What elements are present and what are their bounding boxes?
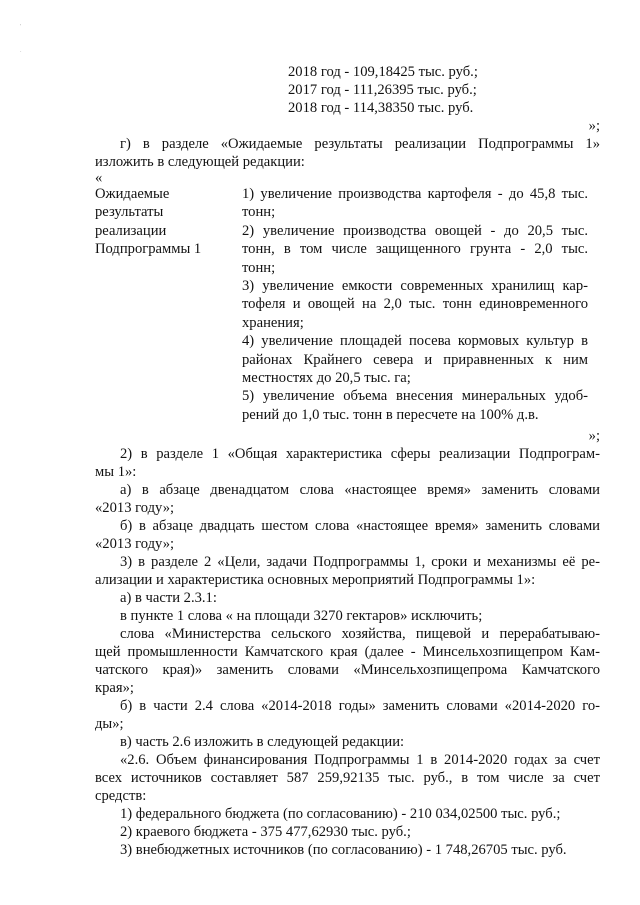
results-table-content bbox=[242, 185, 588, 424]
result-line: хранения; bbox=[242, 314, 304, 331]
item-g-line: г) в разделе «Ожидаемые результаты реализации Подпрограммы 1» bbox=[120, 136, 600, 152]
result-line: местностях до 20,5 тыс. га; bbox=[242, 369, 411, 386]
paragraph-line: слова «Министерства сельского хозяйства, пищевой и перерабатываю- bbox=[120, 626, 600, 642]
paragraph-line: средств: bbox=[95, 788, 147, 804]
paragraph-line: «2013 году»; bbox=[95, 500, 175, 516]
result-line: рений до 1,0 тыс. тонн в пересчете на 100% д.в. bbox=[242, 406, 539, 423]
result-line: тонн; bbox=[242, 259, 276, 276]
label-line: Ожидаемые bbox=[95, 186, 170, 202]
label-line: результаты bbox=[95, 204, 164, 221]
scan-mark: . bbox=[20, 48, 22, 54]
funding-year-line: 2018 год - 114,38350 тыс. руб. bbox=[288, 100, 474, 116]
funding-year-line: 2017 год - 111,26395 тыс. руб.; bbox=[288, 82, 477, 98]
result-line: 4) увеличение площадей посева кормовых культур в bbox=[242, 333, 588, 350]
paragraph-line: ализации и характеристика основных мероприятий Подпрограммы 1»: bbox=[95, 572, 536, 588]
paragraph-line: б) в части 2.4 слова «2014-2018 годы» заменить словами «2014-2020 го- bbox=[120, 698, 600, 714]
paragraph-line: ды»; bbox=[95, 716, 124, 732]
paragraph-line: 2) в разделе 1 «Общая характеристика сферы реализации Подпрограм- bbox=[120, 446, 600, 462]
funding-year-line: 2018 год - 109,18425 тыс. руб.; bbox=[288, 64, 478, 80]
paragraph-line: щей промышленности Камчатского края (далее - Минсельхозпищепром Кам- bbox=[95, 644, 600, 660]
paragraph-line: в) часть 2.6 изложить в следующей редакции: bbox=[120, 734, 405, 750]
result-line: 2) увеличение производства овощей - до 20,5 тыс. bbox=[242, 222, 588, 239]
result-line: районах Крайнего севера и приравненных к ним bbox=[242, 351, 588, 368]
result-line: тонн; bbox=[242, 204, 276, 221]
result-line: 3) увеличение емкости современных хранилищ кар- bbox=[242, 277, 588, 294]
paragraph-line: края»; bbox=[95, 680, 134, 696]
paragraph-line: чатского края)» заменить словами «Минсельхозпищепрома Камчатского bbox=[95, 662, 600, 678]
result-line: тонн, в том числе защищенного грунта - 2,0 тыс. bbox=[242, 241, 588, 258]
funding-source-line: 2) краевого бюджета - 375 477,62930 тыс. руб.; bbox=[120, 824, 411, 840]
result-line: 5) увеличение объема внесения минеральных удоб- bbox=[242, 388, 588, 405]
label-line: Подпрограммы 1 bbox=[95, 241, 202, 258]
paragraph-line: мы 1»: bbox=[95, 464, 137, 480]
funding-source-line: 1) федерального бюджета (по согласованию) - 210 034,02500 тыс. руб.; bbox=[120, 806, 561, 822]
result-line: 1) увеличение производства картофеля - до 45,8 тыс. bbox=[242, 186, 588, 202]
item-g-line: изложить в следующей редакции: bbox=[95, 154, 305, 170]
label-line: реализации bbox=[95, 222, 167, 239]
paragraph-line: б) в абзаце двадцать шестом слова «настоящее время» заменить словами bbox=[120, 518, 600, 534]
paragraph-line: а) в абзаце двенадцатом слова «настоящее время» заменить словами bbox=[120, 482, 600, 498]
closing-quote: »; bbox=[588, 428, 600, 444]
paragraph-line: «2.6. Объем финансирования Подпрограммы 1 в 2014-2020 годах за счет bbox=[120, 752, 600, 768]
funding-source-line: 3) внебюджетных источников (по согласованию) - 1 748,26705 тыс. руб. bbox=[120, 842, 567, 858]
scan-mark: ' bbox=[20, 24, 22, 30]
opening-quote: « bbox=[95, 170, 103, 186]
paragraph-line: а) в части 2.3.1: bbox=[120, 590, 217, 606]
result-line: тофеля и овощей на 2,0 тыс. тонн единовременного bbox=[242, 296, 588, 313]
paragraph-line: в пункте 1 слова « на площади 3270 гектаров» исключить; bbox=[120, 608, 483, 624]
closing-quote: »; bbox=[588, 118, 600, 134]
paragraph-line: всех источников составляет 587 259,92135 тыс. руб., в том числе за счет bbox=[95, 770, 600, 786]
results-table-label bbox=[95, 185, 235, 259]
paragraph-line: «2013 году»; bbox=[95, 536, 175, 552]
paragraph-line: 3) в разделе 2 «Цели, задачи Подпрограммы 1, сроки и механизмы её ре- bbox=[120, 554, 600, 570]
